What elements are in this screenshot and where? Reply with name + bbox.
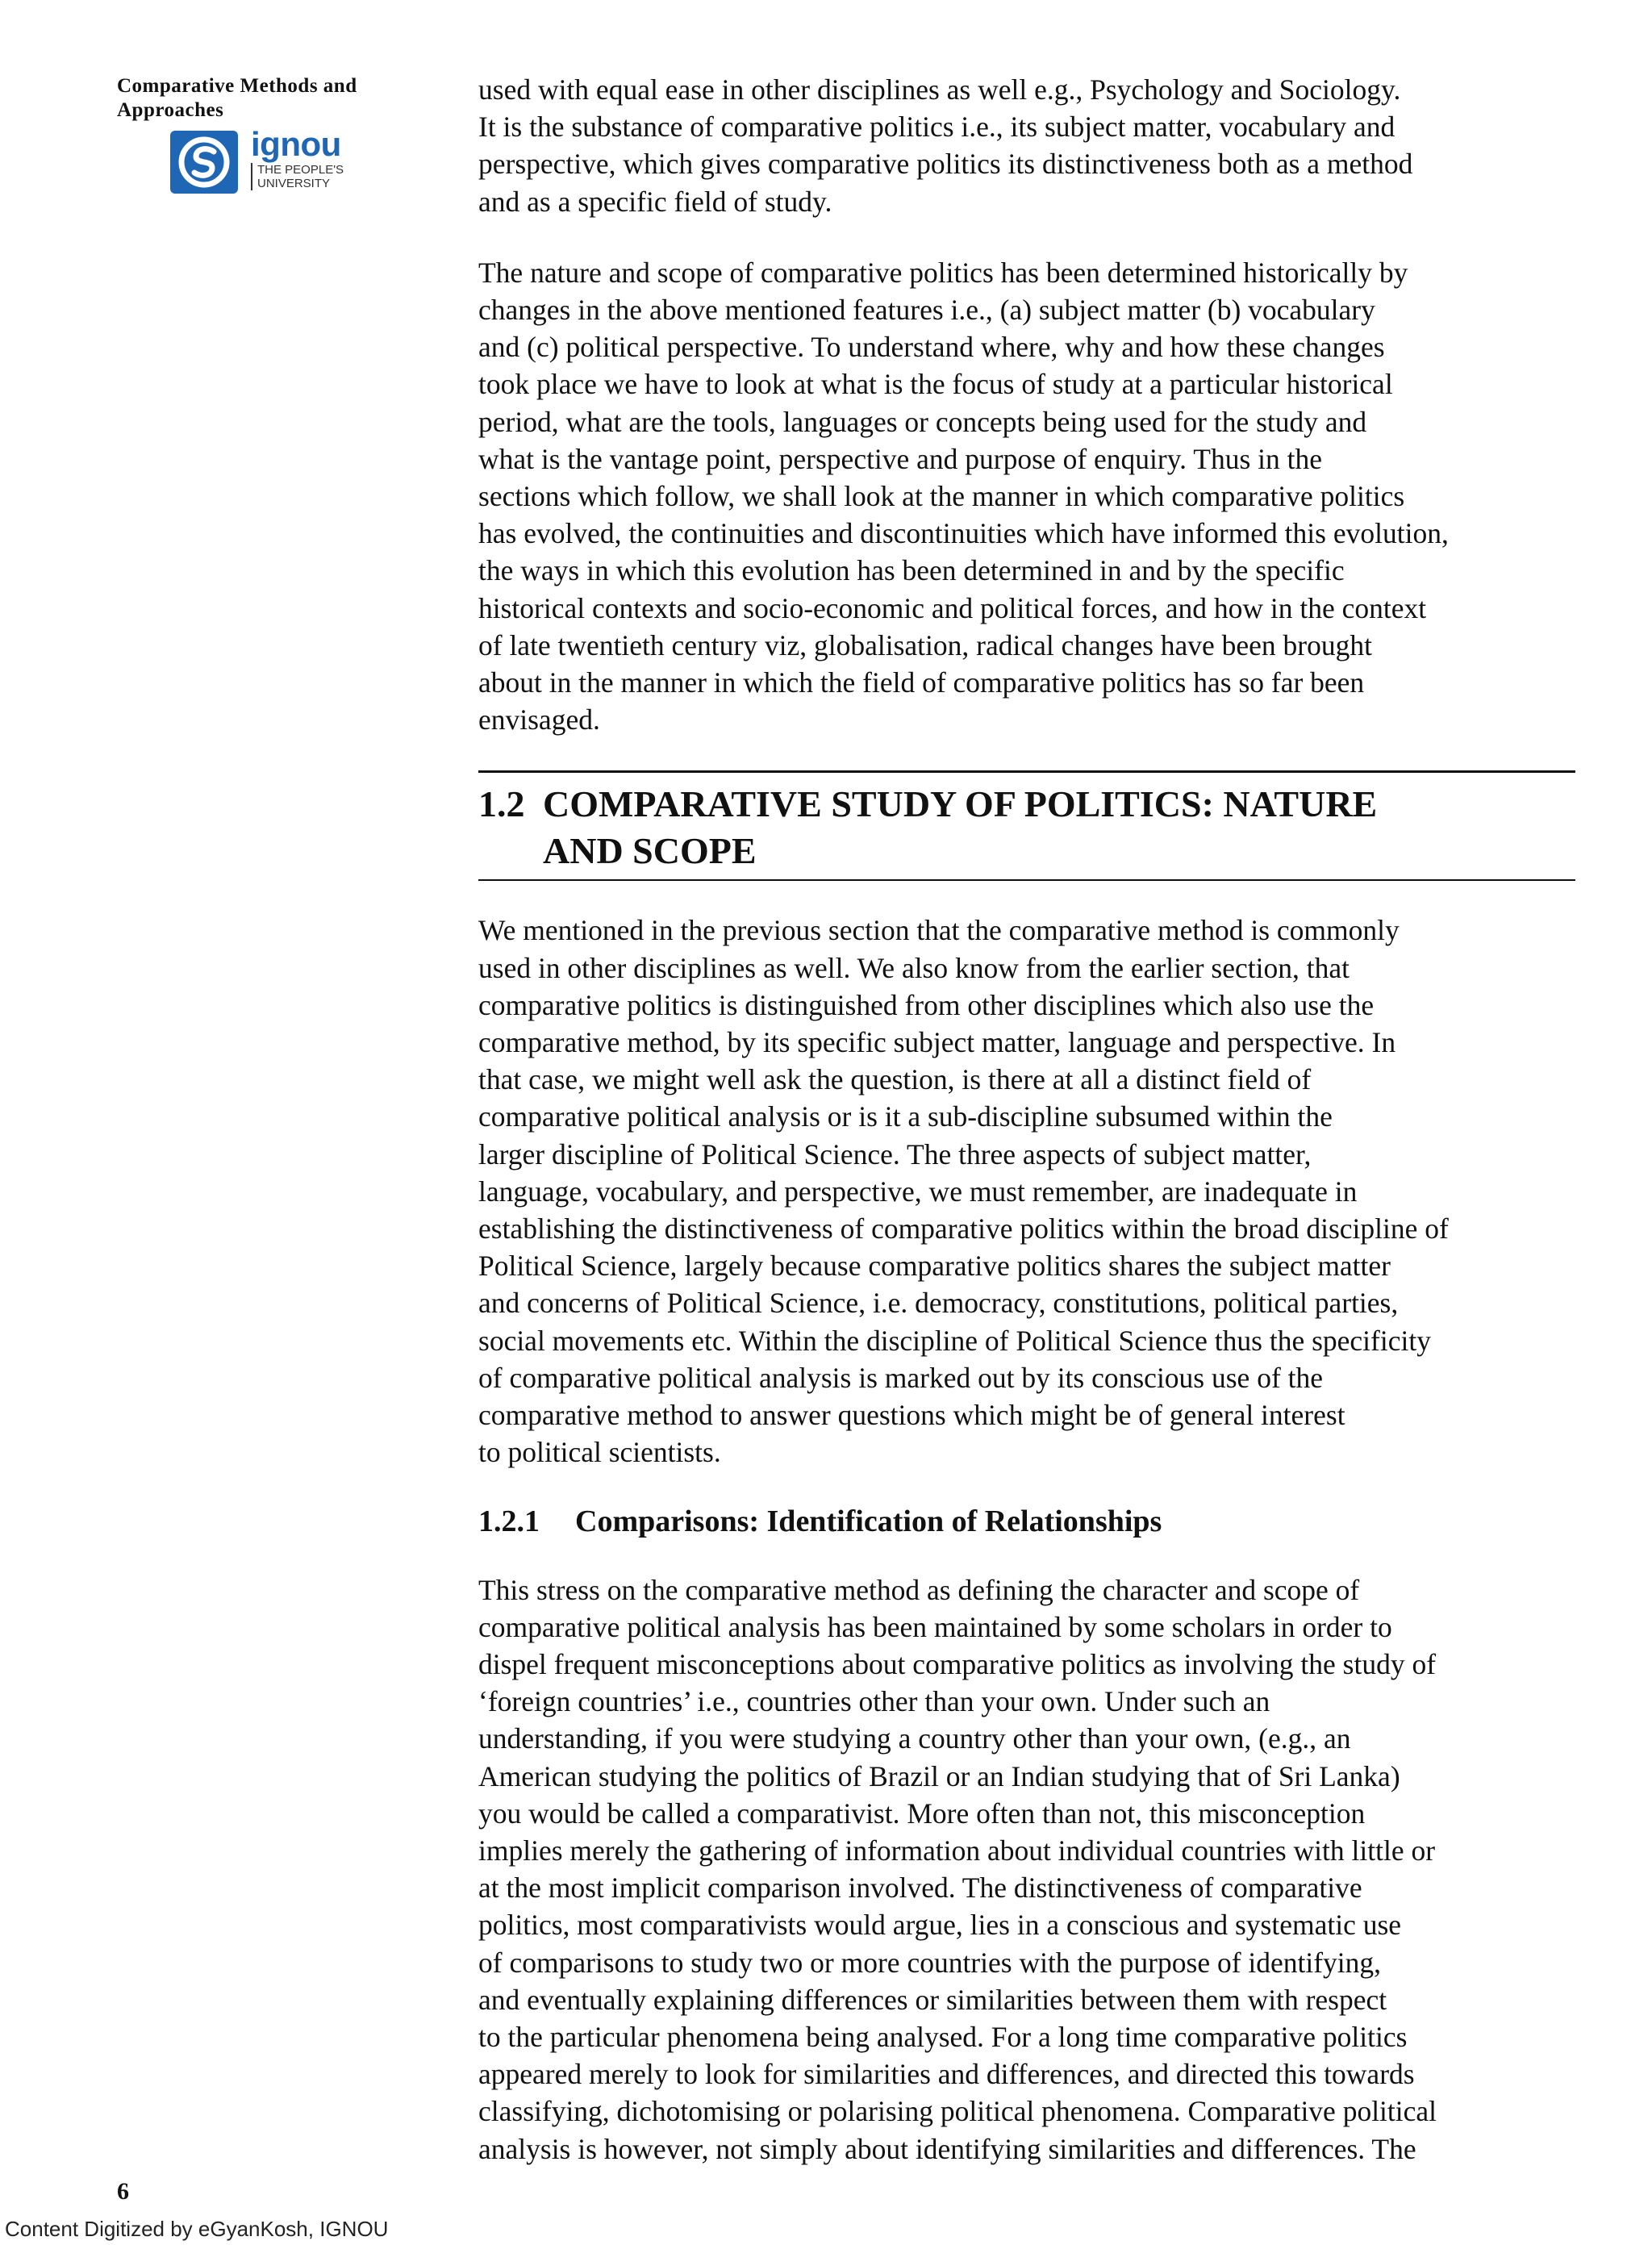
text-line: The nature and scope of comparative politics has been determined historically by — [478, 256, 1408, 289]
text-line: sections which follow, we shall look at the manner in which comparative politics — [478, 480, 1405, 513]
text-line: larger discipline of Political Science. The three aspects of subject matter, — [478, 1137, 1312, 1170]
section-rule-bottom — [478, 879, 1575, 881]
text-line: of late twentieth century viz, globalisation, radical changes have been brought — [478, 628, 1372, 661]
text-line: of comparisons to study two or more countries with the purpose of identifying, — [478, 1946, 1382, 1979]
subsection-number: 1.2.1 — [478, 1504, 540, 1538]
running-head-line1: Comparative Methods and — [117, 75, 357, 97]
text-line: historical contexts and socio-economic and political forces, and how in the context — [478, 591, 1427, 624]
text-line: dispel frequent misconceptions about comparative politics as involving the study of — [478, 1647, 1437, 1680]
text-line: This stress on the comparative method as defining the character and scope of — [478, 1573, 1360, 1606]
section-rule-top — [478, 770, 1575, 773]
text-line: perspective, which gives comparative politics its distinctiveness both as a method — [478, 148, 1413, 181]
text-line: changes in the above mentioned features i.e., (a) subject matter (b) vocabulary — [478, 294, 1375, 327]
ignou-emblem-icon — [167, 127, 244, 197]
text-line: comparative politics is distinguished from other disciplines which also use the — [478, 988, 1375, 1021]
text-line: politics, most comparativists would argue, lies in a conscious and systematic use — [478, 1909, 1402, 1942]
text-line: of comparative political analysis is marked out by its conscious use of the — [478, 1361, 1324, 1394]
text-line: language, vocabulary, and perspective, we must remember, are inadequate in — [478, 1175, 1358, 1208]
text-line: and concerns of Political Science, i.e. democracy, constitutions, political parties, — [478, 1287, 1399, 1320]
text-line: to political scientists. — [478, 1436, 721, 1469]
section-number: 1.2 — [478, 783, 525, 825]
text-line: implies merely the gathering of information about individual countries with little or — [478, 1834, 1436, 1867]
text-line: We mentioned in the previous section that the comparative method is commonly — [478, 914, 1400, 947]
text-line: establishing the distinctiveness of comparative politics within the broad discipline of — [478, 1212, 1449, 1246]
logo-text — [251, 127, 344, 190]
paragraph-3 — [478, 912, 1592, 1471]
text-line: envisaged. — [478, 703, 600, 737]
text-line: understanding, if you were studying a country other than your own, (e.g., an — [478, 1722, 1351, 1755]
text-line: appeared merely to look for similarities and differences, and directed this towards — [478, 2058, 1415, 2091]
page-number: 6 — [117, 2178, 129, 2205]
footer-credit: Content Digitized by eGyanKosh, IGNOU — [5, 2217, 389, 2241]
text-line: comparative method to answer questions which might be of general interest — [478, 1399, 1345, 1432]
logo-tag-line1: THE PEOPLE'S — [257, 163, 344, 177]
subsection-title: Comparisons: Identification of Relationships — [575, 1504, 1162, 1538]
text-line: ‘foreign countries’ i.e., countries other than your own. Under such an — [478, 1685, 1270, 1718]
subsection-heading — [478, 1502, 1592, 1541]
text-line: to the particular phenomena being analysed. For a long time comparative politics — [478, 2020, 1408, 2053]
text-line: you would be called a comparativist. More often than not, this misconception — [478, 1796, 1366, 1830]
text-line: social movements etc. Within the discipline of Political Science thus the specificity — [478, 1324, 1431, 1357]
text-line: comparative political analysis has been maintained by some scholars in order to — [478, 1610, 1392, 1643]
text-line: and as a specific field of study. — [478, 185, 832, 218]
sidebar — [117, 74, 423, 190]
running-head — [117, 74, 423, 123]
logo-tag-line2: UNIVERSITY — [257, 177, 331, 190]
text-line: used in other disciplines as well. We also know from the earlier section, that — [478, 951, 1350, 984]
section-title — [543, 781, 1377, 874]
text-line: took place we have to look at what is the focus of study at a particular historical — [478, 368, 1393, 401]
text-line: what is the vantage point, perspective and purpose of enquiry. Thus in the — [478, 442, 1323, 475]
logo-tagline — [251, 163, 344, 190]
text-line: used with equal ease in other disciplines as well e.g., Psychology and Sociology. — [478, 73, 1401, 106]
text-line: comparative political analysis or is it a sub-discipline subsumed within the — [478, 1100, 1333, 1133]
paragraph-4 — [478, 1571, 1592, 2168]
text-line: that case, we might well ask the question, is there at all a distinct field of — [478, 1063, 1312, 1096]
text-line: about in the manner in which the field of comparative politics has so far been — [478, 666, 1365, 699]
text-line: at the most implicit comparison involved. The distinctiveness of comparative — [478, 1872, 1362, 1905]
text-line: the ways in which this evolution has been determined in and by the specific — [478, 554, 1345, 587]
paragraph-2 — [478, 254, 1592, 739]
text-line: American studying the politics of Brazil or an Indian studying that of Sri Lanka) — [478, 1759, 1400, 1792]
text-line: analysis is however, not simply about identifying similarities and differences. The — [478, 2132, 1416, 2165]
text-line: and eventually explaining differences or similarities between them with respect — [478, 1983, 1387, 2016]
section-title-line1: COMPARATIVE STUDY OF POLITICS: NATURE — [543, 783, 1378, 825]
text-line: has evolved, the continuities and discontinuities which have informed this evolution, — [478, 517, 1449, 550]
text-line: It is the substance of comparative politics i.e., its subject matter, vocabulary and — [478, 111, 1395, 144]
text-line: and (c) political perspective. To understand where, why and how these changes — [478, 331, 1385, 364]
main-content — [478, 71, 1592, 2168]
running-head-line2: Approaches — [117, 99, 224, 121]
section-title-line2: AND SCOPE — [543, 830, 757, 872]
text-line: classifying, dichotomising or polarising political phenomena. Comparative political — [478, 2095, 1437, 2128]
section-heading — [478, 781, 1592, 874]
ignou-logo — [167, 127, 377, 200]
text-line: comparative method, by its specific subject matter, language and perspective. In — [478, 1026, 1396, 1059]
text-line: period, what are the tools, languages or concepts being used for the study and — [478, 405, 1367, 438]
paragraph-1 — [478, 71, 1592, 220]
text-line: Political Science, largely because comparative politics shares the subject matter — [478, 1250, 1391, 1283]
logo-word: ignou — [251, 125, 341, 163]
